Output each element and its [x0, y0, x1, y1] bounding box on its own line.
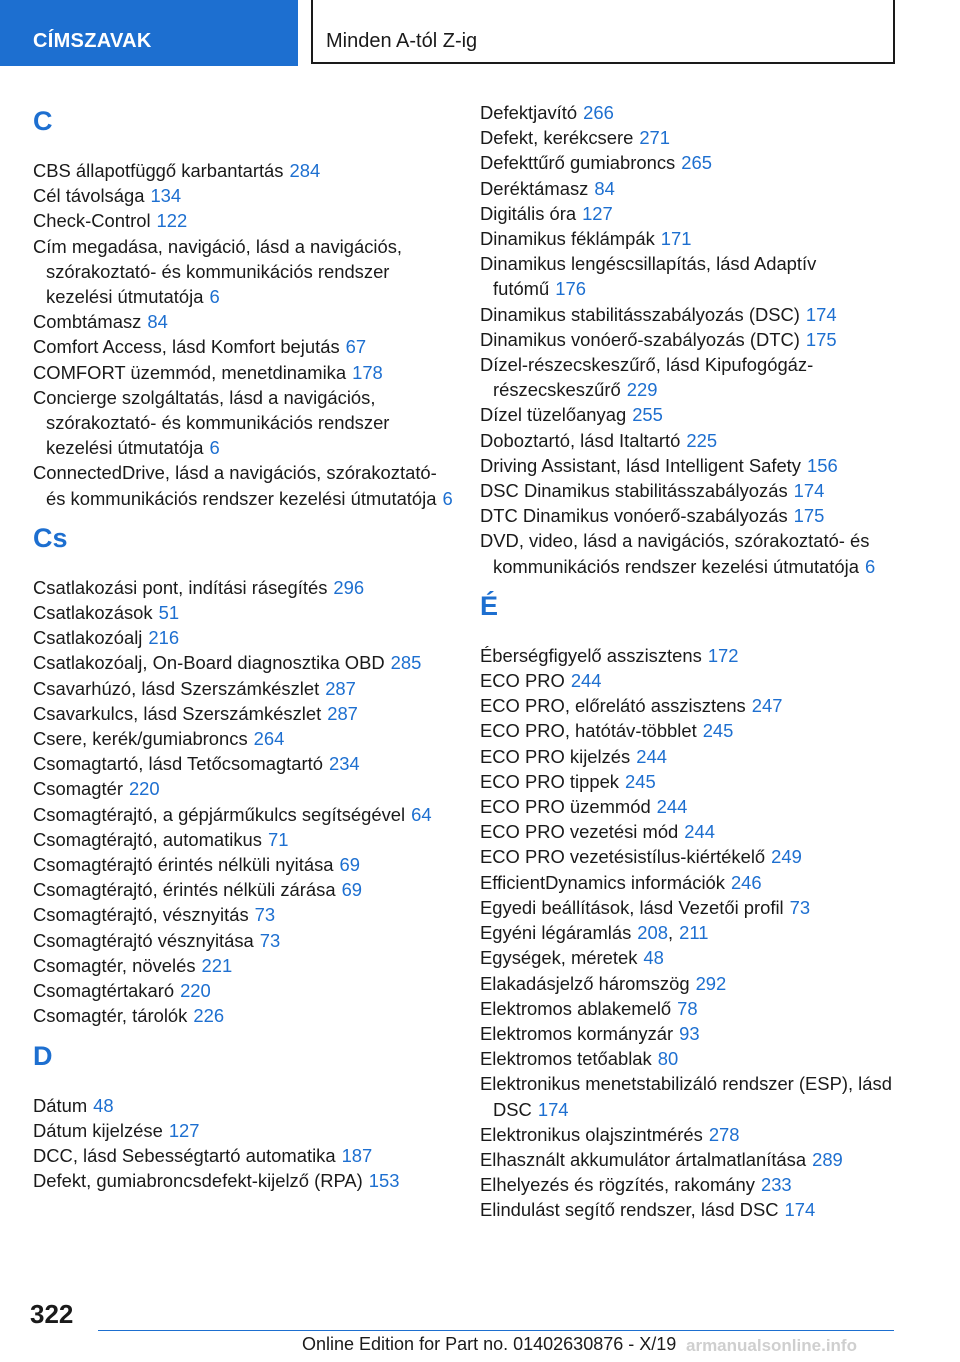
index-entry-text: Elektronikus menetstabilizáló rendszer (ESP), lásd DSC [480, 1073, 892, 1120]
index-entry [33, 978, 453, 1003]
index-entry [480, 794, 910, 819]
index-entry [480, 226, 910, 251]
page-reference-link[interactable]: 244 [656, 796, 688, 818]
index-entry-text: ConnectedDrive, lásd a navigációs, szórakoztató- és kommunikációs rendszer kezelési útmutatója [33, 462, 437, 509]
index-entry [480, 971, 910, 996]
index-entry-text: Egyedi beállítások, lásd Vezetői profil [480, 896, 784, 918]
page-reference-link[interactable]: 6 [442, 487, 453, 509]
page-reference-link[interactable]: 84 [594, 177, 615, 199]
page-reference-link[interactable]: 292 [695, 972, 727, 994]
page-reference-link[interactable]: 244 [570, 670, 602, 692]
index-entry-text: Csatlakozóalj, On-Board diagnosztika OBD [33, 652, 385, 674]
index-entry [480, 150, 910, 175]
index-entry [480, 1071, 910, 1121]
index-letter-heading: D [33, 1040, 53, 1071]
index-entry [480, 176, 910, 201]
index-entry [33, 928, 453, 953]
index-column-right [480, 100, 910, 1223]
index-entry [33, 334, 453, 359]
page-reference-link[interactable]: 176 [555, 278, 586, 300]
page-reference-link[interactable]: 6 [864, 555, 876, 577]
page-reference-link[interactable]: 171 [660, 228, 692, 250]
page-reference-link[interactable]: 255 [632, 404, 663, 426]
index-entry-text: Dinamikus vonóerő-szabályozás (DTC) [480, 328, 800, 350]
index-entry-text: Defektjavító [480, 102, 578, 123]
index-entry-text: Elhelyezés és rögzítés, rakomány [480, 1174, 755, 1196]
index-entry [480, 503, 910, 528]
index-entry-text: ECO PRO [480, 670, 565, 692]
page-reference-link[interactable]: 127 [582, 202, 613, 224]
index-entry-text: Elektronikus olajszintmérés [480, 1123, 703, 1145]
index-entry [33, 701, 453, 726]
page-reference-link[interactable]: 51 [158, 602, 180, 624]
page-reference-link[interactable]: 80 [657, 1048, 679, 1070]
index-entry [480, 769, 910, 794]
page-reference-link[interactable]: 265 [681, 152, 712, 174]
page-reference-link[interactable]: 246 [730, 871, 762, 893]
index-entry [480, 1046, 910, 1071]
index-entry-text: Defekttűrő gumiabroncs [480, 152, 676, 174]
index-entry-text: EfficientDynamics információk [480, 871, 725, 893]
page-reference-link[interactable]: 234 [328, 753, 360, 775]
edition-text: Online Edition for Part no. 01402630876 - X/19 [302, 1334, 677, 1354]
index-entry [480, 428, 910, 453]
index-entry [33, 1003, 453, 1028]
index-entry [33, 625, 453, 650]
index-entry-text: Csavarhúzó, lásd Szerszámkészlet [33, 677, 320, 699]
index-entry [480, 1197, 910, 1222]
index-entry-text: DCC, lásd Sebességtartó automatika [33, 1144, 336, 1166]
index-letter-heading: É [480, 590, 499, 621]
index-entry [33, 460, 453, 510]
index-column-left [33, 100, 453, 1193]
page-reference-link[interactable]: 266 [583, 102, 614, 123]
page-reference-link[interactable]: 264 [253, 728, 285, 750]
index-entry-text: Csatlakozási pont, indítási rásegítés [33, 576, 328, 598]
page-reference-link[interactable]: 175 [805, 328, 837, 350]
index-entry [33, 776, 453, 801]
index-entry-text: Egyéni légáramlás [480, 922, 632, 944]
index-entry [480, 668, 910, 693]
index-entry-text: Csomagtér, tárolók [33, 1005, 188, 1027]
page-reference-link[interactable]: 174 [805, 303, 837, 325]
index-entry-text: ECO PRO üzemmód [480, 796, 651, 818]
index-entry-text: Dinamikus lengéscsillapítás, lásd Adaptív futómű [480, 253, 817, 300]
page-reference-link[interactable]: 287 [327, 702, 358, 724]
index-entry-text: Dízel-részecskeszűrő, lásd Kipufogógáz-részecskeszűrő [480, 354, 814, 401]
index-entry-text: Egységek, méretek [480, 947, 638, 969]
index-entry [33, 953, 453, 978]
index-entry [33, 827, 453, 852]
page-reference-link[interactable]: 174 [784, 1199, 816, 1221]
index-entry-text: Csere, kerék/gumiabroncs [33, 728, 248, 750]
index-entry-text: Csatlakozóalj [33, 627, 143, 649]
index-entry-text: Check-Control [33, 210, 151, 232]
page-reference-link[interactable]: 296 [333, 576, 365, 598]
index-entry [480, 819, 910, 844]
index-entry [33, 1118, 453, 1143]
index-entry-text: DVD, video, lásd a navigációs, szórakoztató- és kommunikációs rendszer kezelési útmutatója [480, 530, 870, 577]
index-entry-text: Combtámasz [33, 311, 142, 333]
page-reference-link[interactable]: 84 [147, 311, 168, 333]
page-reference-link[interactable]: 284 [289, 160, 321, 181]
index-entry-text: Csomagtartó, lásd Tetőcsomagtartó [33, 753, 323, 775]
index-entry [480, 895, 910, 920]
index-entry [480, 201, 910, 226]
index-entry-text: Doboztartó, lásd Italtartó [480, 429, 681, 451]
index-entry-text: Comfort Access, lásd Komfort bejutás [33, 336, 340, 358]
index-entry [480, 1172, 910, 1197]
page-header [0, 0, 960, 66]
index-entry [33, 360, 453, 385]
index-entry-text: Dinamikus stabilitásszabályozás (DSC) [480, 303, 800, 325]
page-reference-link[interactable]: 69 [339, 854, 360, 876]
index-entry-text: Csomagtérajtó, a gépjárműkulcs segítségével [33, 803, 406, 825]
page-reference-link[interactable]: 175 [793, 505, 825, 527]
page-reference-link[interactable]: 247 [751, 695, 783, 717]
index-entry [480, 996, 910, 1021]
index-entry [33, 208, 453, 233]
page-reference-link[interactable]: 187 [341, 1144, 373, 1166]
index-entry-text: Cím megadása, navigáció, lásd a navigációs, szórakoztató- és kommunikációs rendszer kezelési útmutatója [33, 235, 403, 308]
index-entry [33, 676, 453, 701]
page-reference-link[interactable]: 69 [341, 879, 363, 901]
page-reference-link[interactable]: 172 [707, 644, 739, 666]
index-entry [480, 453, 910, 478]
page-reference-link[interactable]: 233 [760, 1174, 792, 1196]
index-entry-text: ECO PRO vezetésistílus-kiértékelő [480, 846, 766, 868]
index-entry [480, 1122, 910, 1147]
index-entry [480, 528, 910, 578]
index-entry [480, 744, 910, 769]
page-reference-link[interactable]: 73 [259, 929, 281, 951]
page-reference-link[interactable]: 67 [345, 336, 367, 358]
index-entry [33, 877, 453, 902]
index-entry [33, 575, 453, 600]
index-letter-heading: Cs [33, 522, 68, 553]
page-reference-link[interactable]: 221 [201, 954, 233, 976]
index-entry-text: Concierge szolgáltatás, lásd a navigációs, szórakoztató- és kommunikációs rendszer kezelési útmutatója [33, 386, 390, 459]
index-entry-text: Defekt, kerékcsere [480, 127, 634, 149]
index-entry-text: Éberségfigyelő asszisztens [480, 644, 702, 666]
index-entry [33, 1143, 453, 1168]
index-entry [480, 302, 910, 327]
index-entry [480, 1021, 910, 1046]
index-entry-text: Csomagtérajtó, vésznyitás [33, 904, 249, 926]
footer-divider [98, 1330, 894, 1331]
page-reference-link[interactable]: 226 [193, 1005, 225, 1027]
page-reference-link[interactable]: 134 [150, 185, 182, 207]
page-reference-link[interactable]: 6 [209, 437, 220, 459]
page-reference-link[interactable]: 245 [702, 720, 734, 742]
index-entry [480, 402, 910, 427]
index-entry-text: ECO PRO vezetési mód [480, 821, 679, 843]
index-entry: Egyéni légáramlás 208, 211 [480, 922, 709, 944]
index-entry-text: DTC Dinamikus vonóerő-szabályozás [480, 505, 788, 527]
index-entry [33, 1168, 453, 1193]
index-entry-text: Elhasznált akkumulátor ártalmatlanítása [480, 1148, 807, 1170]
index-entry [480, 844, 910, 869]
watermark-logo: armanualsonline.info [686, 1336, 857, 1355]
page-reference-link[interactable]: 93 [679, 1022, 700, 1044]
index-entry [33, 726, 453, 751]
index-entry [480, 870, 910, 895]
index-entry-text: Driving Assistant, lásd Intelligent Safety [480, 454, 801, 476]
index-entry [33, 600, 453, 625]
index-entry-text: Elakadásjelző háromszög [480, 972, 690, 994]
page-reference-link[interactable]: 127 [168, 1119, 200, 1141]
index-entry-text: Cél távolsága [33, 185, 145, 207]
page-reference-link[interactable]: 278 [708, 1123, 740, 1145]
index-entry [33, 183, 453, 208]
page-reference-link[interactable]: 211 [679, 922, 709, 944]
index-entry [480, 945, 910, 970]
page-reference-link[interactable]: 244 [684, 821, 715, 843]
index-entry-text: ECO PRO kijelzés [480, 745, 631, 767]
index-entry [33, 1093, 453, 1118]
page-reference-link[interactable]: 271 [639, 127, 670, 149]
page-reference-link[interactable]: 153 [368, 1170, 400, 1192]
page-reference-link[interactable]: 208 [637, 922, 668, 944]
index-entry [33, 902, 453, 927]
index-entry-text: DSC Dinamikus stabilitásszabályozás [480, 480, 788, 502]
page-reference-link[interactable]: 220 [128, 778, 160, 800]
index-entry-text: COMFORT üzemmód, menetdinamika [33, 361, 347, 383]
page-reference-link[interactable]: 220 [180, 980, 211, 1002]
index-entry [33, 751, 453, 776]
page-reference-link[interactable]: 48 [643, 947, 664, 969]
index-entry-text: ECO PRO, előrelátó asszisztens [480, 695, 746, 717]
index-entry-text: Elektromos ablakemelő [480, 997, 672, 1019]
page-reference-link[interactable]: 73 [254, 904, 276, 926]
section-tab: CÍMSZAVAK [0, 0, 298, 66]
page-reference-link[interactable]: 245 [625, 770, 656, 792]
index-entry-text: Deréktámasz [480, 177, 589, 199]
page-reference-link[interactable]: 229 [626, 379, 658, 401]
index-entry-text: Dinamikus féklámpák [480, 228, 655, 250]
index-letter-heading: C [33, 106, 53, 136]
index-entry [33, 158, 453, 183]
index-entry [480, 327, 910, 352]
page-reference-link[interactable]: 216 [148, 627, 180, 649]
index-entry-text: Dátum kijelzése [33, 1119, 163, 1141]
index-entry-text: ECO PRO, hatótáv-többlet [480, 720, 697, 742]
page-reference-link[interactable]: 71 [267, 828, 289, 850]
page-reference-link[interactable]: 287 [325, 677, 356, 699]
page-reference-link[interactable]: 285 [390, 652, 422, 674]
index-entry [480, 100, 910, 125]
index-entry-text: Csomagtér [33, 778, 123, 800]
index-entry [33, 852, 453, 877]
index-entry-text: Dátum [33, 1094, 88, 1116]
page-reference-link[interactable]: 73 [789, 896, 811, 918]
page-reference-link[interactable]: 78 [677, 997, 698, 1019]
index-entry-text: Digitális óra [480, 202, 577, 224]
index-entry-text: Dízel tüzelőanyag [480, 404, 627, 426]
index-entry-text: ECO PRO tippek [480, 770, 619, 792]
page-reference-link[interactable]: 244 [636, 745, 667, 767]
index-entry [33, 802, 453, 827]
chapter-title: Minden A-tól Z-ig [311, 0, 895, 64]
index-entry [480, 643, 910, 668]
index-entry [480, 352, 910, 402]
index-entry-text: Defekt, gumiabroncsdefekt-kijelző (RPA) [33, 1170, 363, 1192]
page-reference-link[interactable]: 64 [411, 803, 432, 825]
page-number: 322 [30, 1299, 74, 1329]
page-reference-link[interactable]: 174 [793, 480, 825, 502]
index-entry [33, 309, 453, 334]
page-reference-link[interactable]: 6 [209, 286, 220, 308]
index-entry-text: Elindulást segítő rendszer, lásd DSC [480, 1199, 779, 1221]
index-entry-text: Csatlakozások [33, 602, 153, 624]
index-entry [33, 650, 453, 675]
index-entry-text: Csomagtérajtó, érintés nélküli zárása [33, 879, 336, 901]
index-entry-text: Csomagtértakaró [33, 980, 175, 1002]
index-entry [480, 251, 910, 301]
page-reference-link[interactable]: 122 [156, 210, 188, 232]
index-entry-text: Csomagtérajtó, automatikus [33, 828, 262, 850]
index-entry-text: CBS állapotfüggő karbantartás [33, 160, 284, 181]
page-reference-link[interactable]: 156 [806, 454, 838, 476]
index-entry [33, 385, 453, 461]
index-entry [480, 718, 910, 743]
page-reference-link[interactable]: 249 [771, 846, 802, 868]
index-entry [33, 234, 453, 310]
index-entry [480, 1147, 910, 1172]
index-entry-text: Elektromos tetőablak [480, 1048, 652, 1070]
index-entry-text: Csomagtér, növelés [33, 954, 196, 976]
page-reference-link[interactable]: 178 [352, 361, 383, 383]
index-entry-text: Csomagtérajtó vésznyitása [33, 929, 254, 951]
index-entry [480, 478, 910, 503]
index-entry-text: Csavarkulcs, lásd Szerszámkészlet [33, 702, 322, 724]
page-reference-link[interactable]: 174 [537, 1098, 569, 1120]
index-entry-text: Elektromos kormányzár [480, 1022, 674, 1044]
page-reference-link[interactable]: 289 [812, 1148, 843, 1170]
index-entry [480, 693, 910, 718]
page-reference-link[interactable]: 48 [93, 1094, 114, 1116]
index-entry-text: Csomagtérajtó érintés nélküli nyitása [33, 854, 334, 876]
index-entry [480, 125, 910, 150]
page-reference-link[interactable]: 225 [686, 429, 718, 451]
